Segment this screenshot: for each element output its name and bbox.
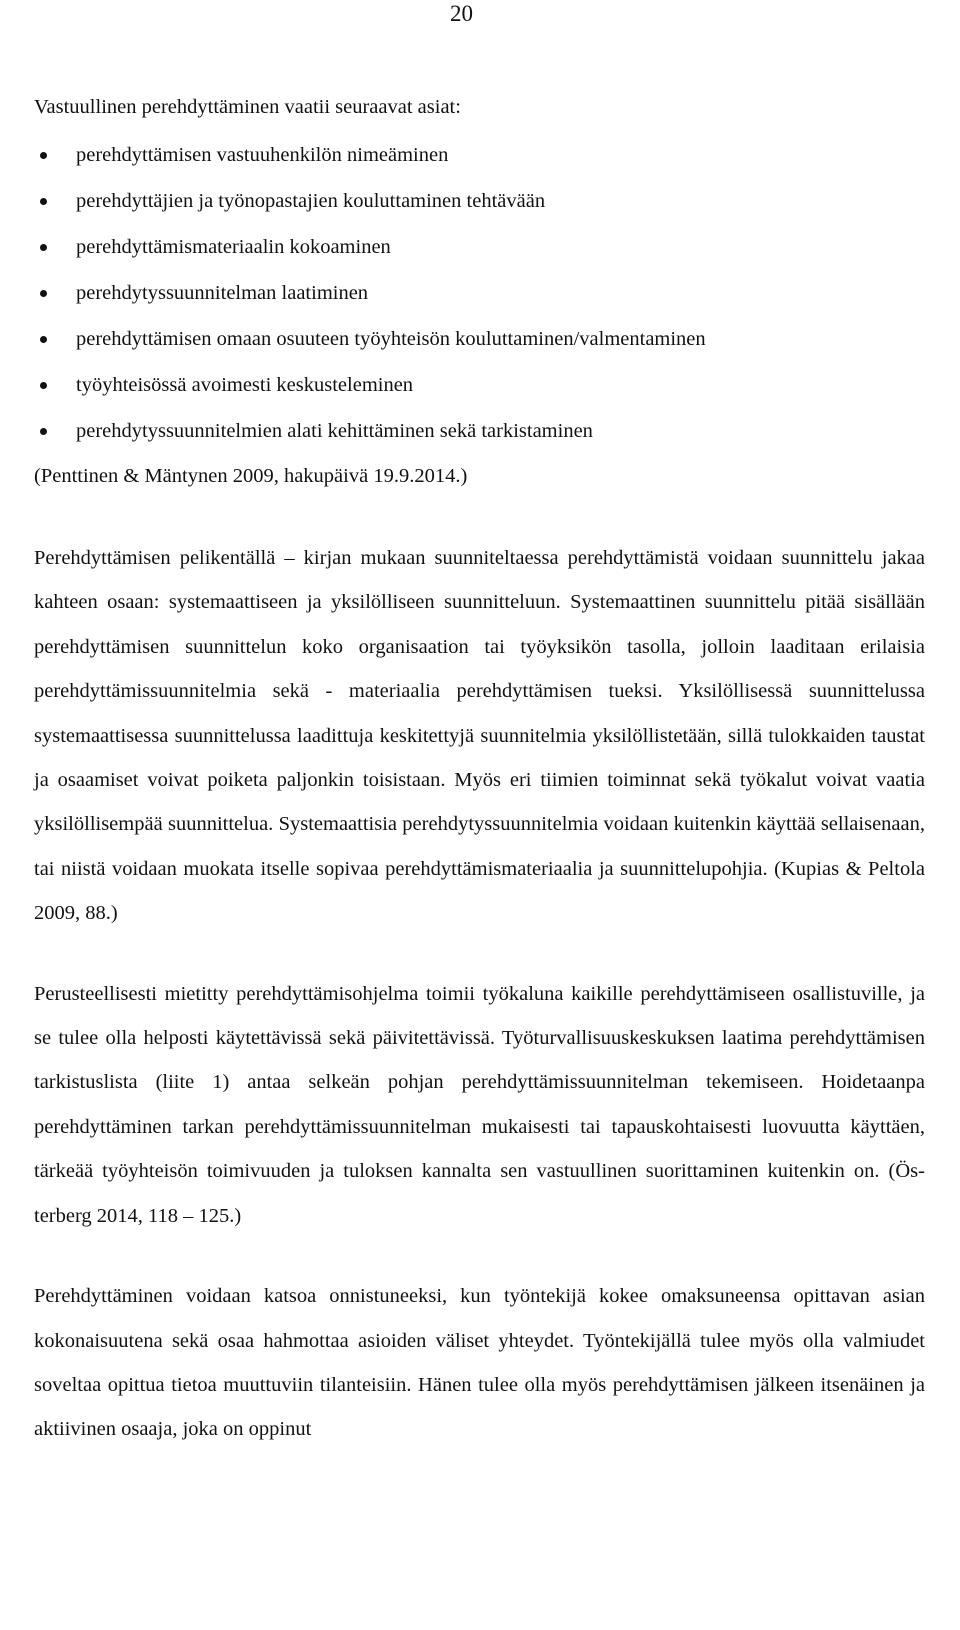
paragraph-planning: Perehdyttämisen pelikentällä – kirjan mukaan suunniteltaessa perehdyttämistä voidaan suunnittelu jakaa kahteen osaan: systemaattiseen ja yksilölliseen suunnitteluun. Systemaattinen suunnittelu pitää sisällään perehdyttämisen suunnittelun koko organisaation tai työyksikön tasolla, jolloin laaditaan erilaisia perehdyttämissuunnitelmia sekä - materiaalia perehdyttämisen tueksi. Yksilöllisessä suunnittelussa systemaattisessa suunnittelussa laadittuja keskitettyjä suunnitelmia yksilöllistetään, sillä tulokkaiden taustat ja osaamiset voivat poiketa paljonkin toisistaan. Myös eri tiimien toiminnat sekä työkalut voivat vaatia yksilöllisempää suunnittelua. Systemaattisia perehdytyssuunnitelmia voidaan kuitenkin käyttää sellaisenaan, tai niistä voidaan muokata itselle sopivaa perehdyttämismateriaalia ja suunnittelupohjia. (Kupias & Peltola 2009, 88.) [34,547,925,925]
list-item-text: perehdyttäjien ja työnopastajien kouluttaminen tehtävään [76,190,546,212]
document-body [34,89,925,1452]
bullet-icon [40,336,47,343]
list-item-text: perehdyttämisen omaan osuuteen työyhteisön kouluttaminen/valmentaminen [76,328,706,350]
list-item [34,132,925,178]
list-item [34,316,925,362]
bullet-icon [40,152,47,159]
list-item [34,362,925,408]
bullet-icon [40,290,47,297]
bullet-icon [40,244,47,251]
list-item-text: perehdyttämismateriaalin kokoaminen [76,236,391,258]
list-citation: (Penttinen & Mäntynen 2009, hakupäivä 19.9.2014.) [34,465,468,487]
bullet-icon [40,382,47,389]
list-item [34,270,925,316]
list-item [34,224,925,270]
requirements-list [34,132,925,454]
list-item-text: perehdytyssuunnitelmien alati kehittäminen sekä tarkistaminen [76,420,593,442]
page-number: 20 [450,1,473,26]
list-item-text: perehdyttämisen vastuuhenkilön nimeäminen [76,144,449,166]
list-item [34,178,925,224]
bullet-icon [40,428,47,435]
list-intro: Vastuullinen perehdyttäminen vaatii seuraavat asiat: [34,96,461,118]
bullet-icon [40,198,47,205]
list-item-text: työyhteisössä avoimesti keskusteleminen [76,374,414,396]
list-item [34,408,925,454]
paragraph-program: Perusteellisesti mietitty perehdyttämisohjelma toimii työkaluna kaikille perehdyttämiseen osallistuville, ja se tulee olla helposti käytettävissä sekä päivitettävissä. Työturvallisuuskeskuksen laatima perehdyttämisen tarkistuslista (liite 1) antaa selkeän pohjan perehdyttämissuunnitelman tekemiseen. Hoidetaanpa perehdyttäminen tarkan perehdyttämissuunnitelman mukaisesti tai tapauskohtaisesti luovuutta käyttäen, tärkeää työyhteisön toimivuuden ja tuloksen kannalta sen vastuullinen suorittaminen kuitenkin on. (Österberg 2014, 118 – 125.) [34,982,925,1227]
list-item-text: perehdytyssuunnitelman laatiminen [76,282,369,304]
paragraph-success: Perehdyttäminen voidaan katsoa onnistuneeksi, kun työntekijä kokee omaksuneensa opittavan asian kokonaisuutena sekä osaa hahmottaa asioiden väliset yhteydet. Työntekijällä tulee myös olla valmiudet soveltaa opittua tietoa muuttuviin tilanteisiin. Hänen tulee olla myös perehdyttämisen jälkeen itsenäinen ja aktiivinen osaaja, joka on oppinut [34,1285,925,1441]
